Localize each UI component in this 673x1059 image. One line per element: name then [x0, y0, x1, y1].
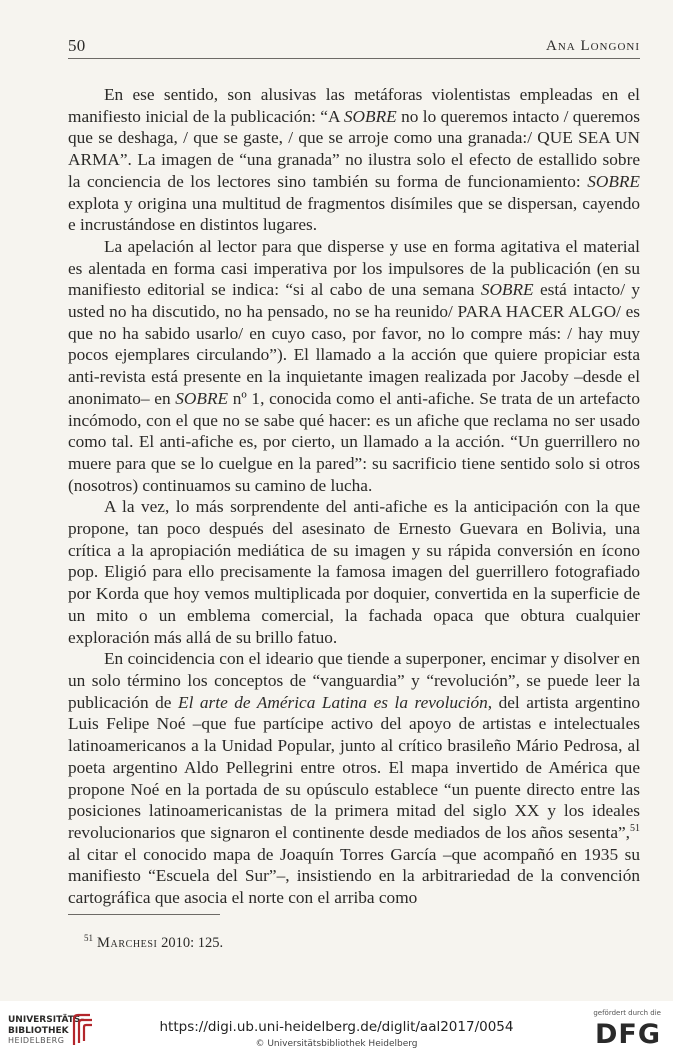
body-text — [68, 84, 640, 909]
p4-text-1: En coincidencia con el ideario que tiende a superponer, encimar y disolver en un solo término los conceptos de “vanguardia” y “revolución”, se puede leer la publicación de — [68, 649, 640, 712]
running-head: Ana Longoni — [545, 38, 640, 54]
p1-text-2: no lo queremos intacto / queremos que se deshaga, / que se gaste, / que se arroje como una granada:/ QUE SEA UN ARMA”. La imagen de “una granada” no ilustra solo el efecto de estallido sobre la conciencia de los lectores sino también su forma de funcionamiento: — [68, 106, 640, 191]
dfg-logo: DFG — [594, 1019, 661, 1050]
p1-italic-1: SOBRE — [343, 106, 397, 126]
page-number: 50 — [68, 36, 86, 55]
library-line-3: HEIDELBERG — [8, 1036, 65, 1045]
copyright: © Universitätsbibliothek Heidelberg — [255, 1039, 418, 1049]
footer-bar — [0, 1001, 673, 1059]
header-rule — [68, 58, 640, 59]
p2-italic-1: SOBRE — [480, 280, 534, 300]
library-line-1: UNIVERSITÄTS- — [8, 1015, 85, 1025]
paragraph-1 — [68, 84, 640, 236]
footnote-author: Marchesi — [97, 934, 158, 951]
p4-text-3: al citar el conocido mapa de Joaquín Torres García –que acompañó en 1935 su manifiesto “Escuela del Sur”–, insistiendo en la arbitrariedad de la convención cartográfica que asocia el norte con el arriba como — [68, 844, 640, 908]
p3-text-1: A la vez, lo más sorprendente del anti-afiche es la anticipación con la que propone, tan poco después del asesinato de Ernesto Guevara en Bolivia, una crítica a la apropiación mediática de su imagen y su rápida conversión en ícono pop. Eligió para ello precisamente la famosa imagen del guerrillero fotografiado por Korda que hoy vemos multiplicada por doquier, convertida en la superficie de un mito o un emblema comercial, la fachada opaca que obtura cualquier exploración más allá de su brillo fatuo. — [68, 497, 640, 647]
digital-url-link[interactable]: https://digi.ub.uni-heidelberg.de/diglit/aal2017/0054 — [159, 1019, 514, 1035]
footnote — [84, 933, 223, 952]
p2-text-2: está intacto/ y usted no ha discutido, no ha pensado, no se ha reunido/ PARA HACER ALGO/ es que no ha sabido usarlo/ en cuyo caso, por favor, no lo compre más: / hay muy pocos ejemplares circulando”). El llamado a la acción que quiere propiciar esta anti-revista está presente en la inquietante imagen realizada por Jacoby –desde el anonimato– en — [68, 280, 640, 408]
footnote-number: 51 — [84, 933, 93, 943]
paragraph-2 — [68, 236, 640, 496]
paragraph-4 — [68, 648, 640, 908]
p2-text-3: nº 1, conocida como el anti-afiche. Se trata de un artefacto incómodo, con el que no se sabe qué hacer: es un afiche que reclama no ser usado como tal. El anti-afiche es, por cierto, un llamado a la acción. “Un guerrillero no muere para que se lo cuelgue en la pared”: su sacrificio tiene sentido solo si otros (nosotros) continuamos su camino de lucha. — [68, 388, 640, 495]
paragraph-3 — [68, 496, 640, 648]
dfg-funded-label: gefördert durch die — [593, 1009, 661, 1017]
footnote-rule — [68, 914, 220, 915]
p2-italic-2: SOBRE — [175, 388, 229, 408]
footnote-ref[interactable]: 51 — [630, 823, 640, 835]
footnote-citation: 2010: 125. — [157, 934, 224, 951]
p4-italic-title: El arte de América Latina es la revolución — [178, 692, 488, 712]
p2-text-1: La apelación al lector para que disperse y use en forma agitativa el material es alentada en forma casi imperativa por los impulsores de la publicación (en su manifiesto editorial se indica: “si al cabo de una semana — [68, 236, 640, 300]
p1-text-1: En ese sentido, son alusivas las metáforas violentistas empleadas en el manifiesto inicial de la publicación: “A — [68, 85, 640, 126]
p1-text-3: explota y origina una multitud de fragmentos disímiles que se dispersan, cayendo e incrustándose en distintos lugares. — [68, 193, 640, 235]
p1-italic-2: SOBRE — [587, 171, 640, 191]
p4-text-2: , del artista argentino Luis Felipe Noé –que fue partícipe activo del apoyo de artistas e intelectuales latinoamericanos a la Unidad Popular, junto al crítico brasileño Mário Pedrosa, al poeta argentino Aldo Pellegrini entre otros. El mapa invertido de América que propone Noé en la portada de su opúsculo establece “un puente directo entre las posiciones latinoamericanistas de la primera mitad del siglo XX y los ideales revolucionarios que signaron el continente desde mediados de los años sesenta”, — [68, 692, 640, 842]
library-line-2: BIBLIOTHEK — [8, 1025, 69, 1036]
